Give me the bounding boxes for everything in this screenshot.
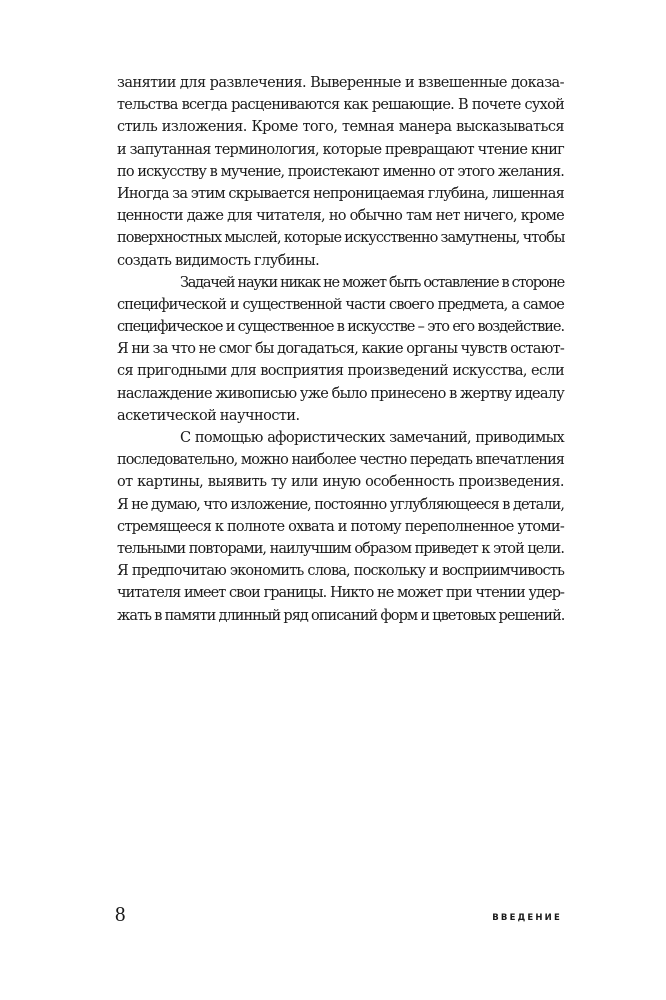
text-line: ся пригодными для восприятия произведений искусства, если xyxy=(117,363,564,380)
text-line: Иногда за этим скрывается непроницаемая глубина, лишенная xyxy=(117,185,564,202)
text-line: создать видимость глубины. xyxy=(117,252,320,269)
text-line: поверхностных мыслей, которые искусственно замутнены, чтобы xyxy=(117,230,565,247)
text-line: Я предпочитаю экономить слова, поскольку и восприимчивость xyxy=(117,563,564,580)
text-line: по искусству в мучение, проистекают именно от этого желания. xyxy=(117,163,564,180)
text-line: специфическое и существенное в искусстве – это его воздействие. xyxy=(117,319,564,336)
text-line: жать в памяти длинный ряд описаний форм и цветовых решений. xyxy=(117,607,565,624)
text-line: тельными повторами, наилучшим образом приведет к этой цели. xyxy=(117,540,564,557)
text-line: от картины, выявить ту или иную особенность произведения. xyxy=(117,474,564,491)
text-line: ценности даже для читателя, но обычно там нет ничего, кроме xyxy=(117,208,564,225)
running-head: ВВЕДЕНИЕ xyxy=(492,913,562,923)
page-number: 8 xyxy=(115,902,126,926)
text-line: Я ни за что не смог бы догадаться, какие органы чувств остают- xyxy=(117,341,564,358)
text-line: и запутанная терминология, которые превращают чтение книг xyxy=(117,141,564,158)
text-line: последовательно, можно наиболее честно передать впечатления xyxy=(117,452,564,469)
text-line: тельства всегда расцениваются как решающие. В почете сухой xyxy=(117,97,564,114)
text-line: аскетической научности. xyxy=(117,407,300,424)
text-line: Я не думаю, что изложение, постоянно углубляющееся в детали, xyxy=(117,496,564,513)
body-text xyxy=(117,72,564,627)
text-line: С помощью афористических замечаний, приводимых xyxy=(180,430,564,446)
text-line: специфической и существенной части своего предмета, а самое xyxy=(117,296,564,313)
text-line: стиль изложения. Кроме того, темная манера высказываться xyxy=(117,119,564,136)
text-line: Задачей науки никак не может быть оставление в стороне xyxy=(180,274,564,291)
text-line: занятии для развлечения. Выверенные и взвешенные доказа- xyxy=(117,75,564,91)
text-line: наслаждение живописью уже было принесено в жертву идеалу xyxy=(117,385,564,402)
text-line: читателя имеет свои границы. Никто не может при чтении удер- xyxy=(117,585,564,602)
text-line: стремящееся к полноте охвата и потому переполненное утоми- xyxy=(117,518,564,535)
